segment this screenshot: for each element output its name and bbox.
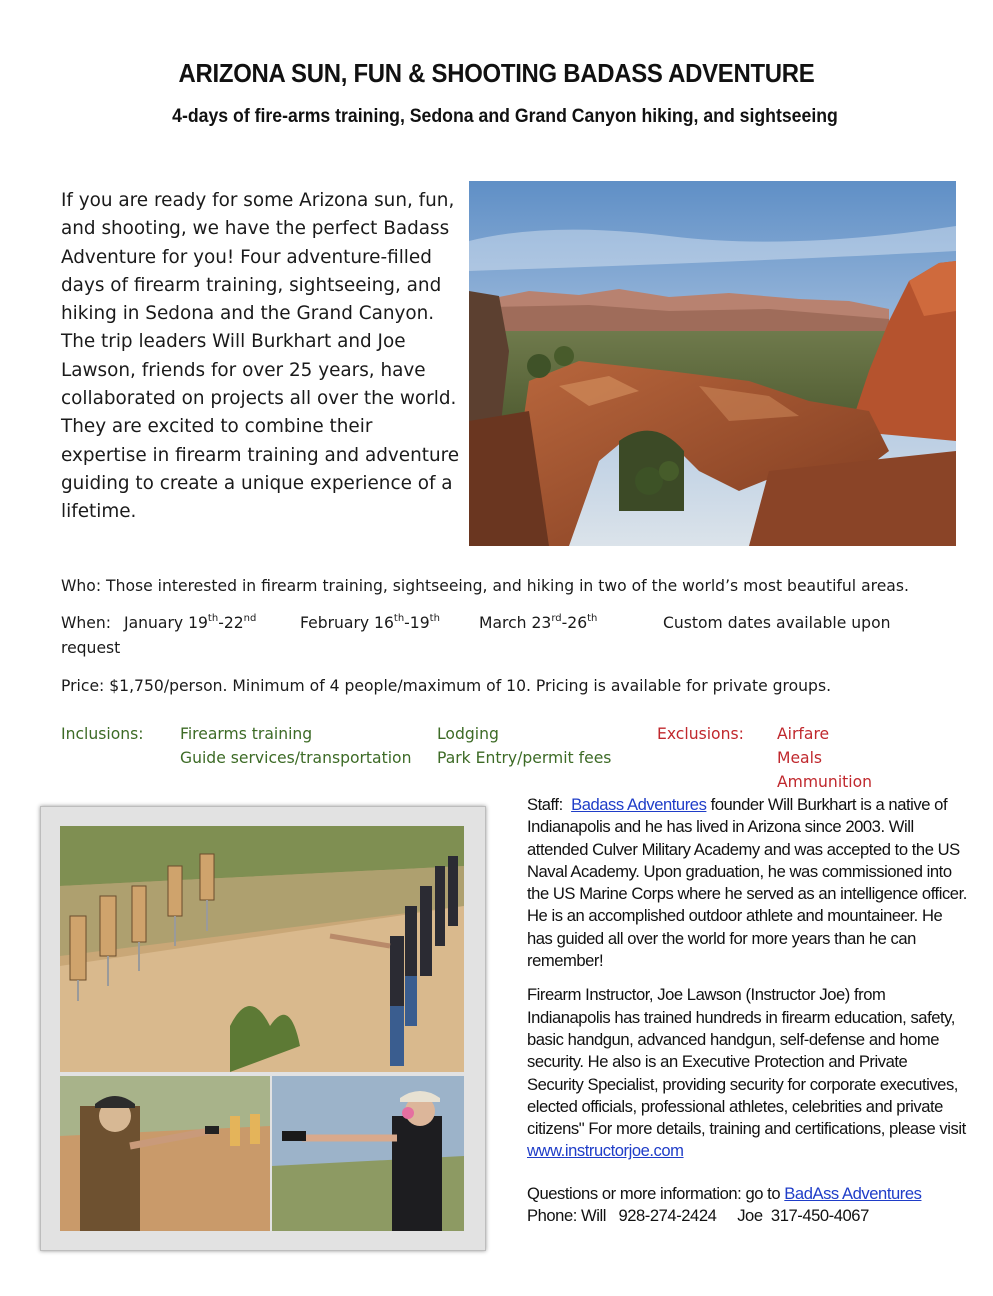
exclusions-label: Exclusions: — [657, 725, 744, 743]
staff-section — [527, 794, 967, 1227]
contact-questions: Questions or more information: go to BadAss Adventures — [527, 1183, 922, 1203]
inclusion-item: Lodging — [437, 725, 499, 743]
date-february: February 16th-19th — [300, 613, 440, 632]
who-line: Who: Those interested in firearm training, sightseeing, and hiking in two of the world’s most beautiful areas. — [61, 577, 909, 595]
badass-adventures-contact-link[interactable]: BadAss Adventures — [784, 1183, 922, 1203]
inclusion-item: Park Entry/permit fees — [437, 749, 612, 767]
instructorjoe-link[interactable]: www.instructorjoe.com — [527, 1141, 684, 1161]
intro-paragraph: If you are ready for some Arizona sun, fun, and shooting, we have the perfect Badass Adventure for you! Four adventure-filled days of firearm training, sightseeing, and hiking in Sedona and the Grand Canyon. The trip leaders Will Burkhart and Joe Lawson, friends for over 25 years, have collaborated on projects all over the world. They are excited to combine their expertise in firearm training and adventure guiding to create a unique experience of a lifetime. — [61, 190, 460, 523]
inclusion-item: Firearms training — [180, 725, 313, 743]
exclusion-item: Meals — [777, 749, 823, 767]
badass-adventures-link[interactable]: Badass Adventures — [571, 795, 707, 814]
custom-dates-cont: request — [61, 639, 121, 657]
page-title: ARIZONA SUN, FUN & SHOOTING BADASS ADVENTURE — [178, 58, 815, 88]
price-line: Price: $1,750/person. Minimum of 4 people/maximum of 10. Pricing is available for private groups. — [61, 677, 832, 695]
date-january: January 19th-22nd — [124, 613, 257, 632]
contact-phone: Phone: Will 928-274-2424 Joe 317-450-4067 — [527, 1206, 869, 1226]
when-label: When: — [61, 614, 112, 632]
sedona-landscape-photo — [469, 181, 956, 546]
inclusions-label: Inclusions: — [61, 725, 144, 743]
instructor-paragraph: Firearm Instructor, Joe Lawson (Instructor Joe) from Indianapolis has trained hundreds in firearm education, safety, basic handgun, advanced handgun, self-defense and home security. He also is an Executive Protection and Private Security Specialist, providing security for corporate executives, elected officials, professional athletes, celebrities and private citizens" For more details, training and certifications, please visit www.instructorjoe.com — [527, 985, 966, 1161]
exclusion-item: Ammunition — [777, 773, 873, 791]
inclusion-item: Guide services/transportation — [180, 749, 412, 767]
date-march: March 23rd-26th — [479, 613, 598, 632]
page-subtitle: 4-days of fire-arms training, Sedona and Grand Canyon hiking, and sightseeing — [172, 106, 838, 127]
shooting-range-collage — [40, 806, 486, 1251]
exclusion-item: Airfare — [777, 725, 830, 743]
staff-paragraph: Staff: Badass Adventures founder Will Burkhart is a native of Indianapolis and he has lived in Arizona since 2003. Will attended Culver Military Academy and was accepted to the US Naval Academy. Upon graduation, he was commissioned into the US Marine Corps where he served as an intelligence officer. He is an accomplished outdoor athlete and mountaineer. He has guided all over the world for more years than he can remember! — [527, 795, 967, 971]
custom-dates: Custom dates available upon — [663, 614, 891, 632]
